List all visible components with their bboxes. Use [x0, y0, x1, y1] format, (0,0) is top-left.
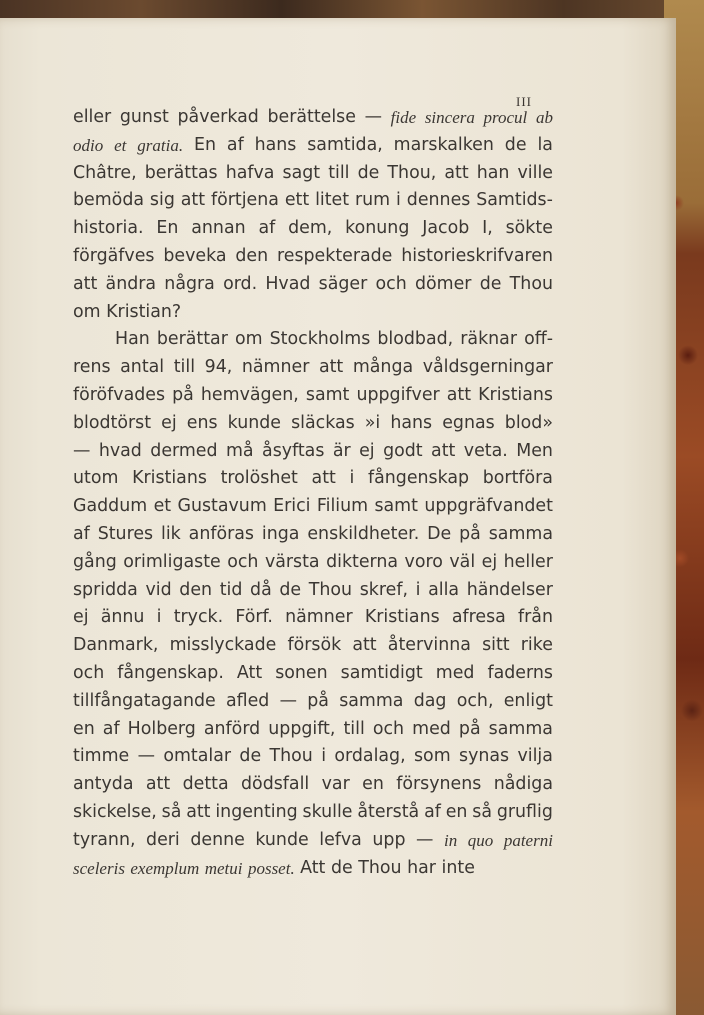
text-line — [73, 326, 553, 354]
word: och — [372, 718, 405, 739]
word: dödsfall — [241, 774, 310, 795]
text-line — [73, 104, 553, 132]
word: egnas — [442, 412, 495, 433]
word: in — [443, 830, 458, 850]
text-line — [73, 577, 553, 605]
word: föröfvades — [73, 384, 166, 405]
word: så — [472, 801, 492, 822]
word: ej — [481, 551, 498, 572]
word: hvad — [98, 440, 142, 461]
word: ändra — [105, 273, 157, 294]
word: fångenskap. — [117, 662, 224, 683]
word: ord. — [223, 273, 258, 294]
word: paterni — [503, 830, 553, 850]
word: samma — [339, 690, 404, 711]
word: Filium — [316, 496, 369, 517]
word: Châtre, — [73, 162, 137, 183]
word: uppgifver — [356, 384, 440, 405]
word: om — [234, 329, 263, 350]
word: dennes — [406, 190, 471, 211]
text-line — [73, 604, 553, 632]
word: En — [156, 218, 179, 239]
word: dikterna — [326, 551, 399, 572]
word: ingenting — [215, 801, 298, 822]
word: släckas — [291, 412, 355, 433]
word: gratia. — [137, 135, 184, 155]
word: blodbad, — [377, 329, 454, 350]
word: timme — [73, 746, 130, 767]
text-line — [73, 299, 553, 327]
word: han — [476, 162, 510, 183]
word: räknar — [460, 329, 517, 350]
word: — — [416, 829, 434, 850]
word: tyrann, — [73, 829, 136, 850]
text-line — [73, 410, 553, 438]
word: med — [435, 662, 475, 683]
word: och, — [456, 690, 494, 711]
word: sagt — [282, 162, 321, 183]
word: med — [412, 718, 451, 739]
text-line — [73, 438, 553, 466]
word: sceleris — [73, 858, 125, 878]
word: — — [137, 746, 155, 767]
text-line — [73, 271, 553, 299]
word: dag — [413, 690, 447, 711]
text-line — [73, 716, 553, 744]
word: uppgift, — [268, 718, 336, 739]
word: hans — [254, 134, 297, 155]
word: upp — [372, 829, 406, 850]
word: förtjena — [210, 190, 279, 211]
word: ej — [73, 607, 89, 628]
word: att — [73, 273, 98, 294]
word: försök — [287, 635, 342, 656]
word: samma — [488, 523, 553, 544]
word: exemplum — [130, 858, 200, 878]
word: — — [364, 107, 382, 127]
word: gång — [73, 551, 117, 572]
text-line — [73, 215, 553, 243]
word: Jacob — [422, 218, 470, 239]
word: på — [307, 690, 329, 711]
word: orimligaste — [123, 551, 221, 572]
text-line — [73, 187, 553, 215]
word: vilja — [517, 746, 553, 767]
word: konung — [345, 218, 410, 239]
word: blod» — [504, 412, 553, 433]
word: nämner — [285, 607, 353, 628]
word: En — [194, 134, 217, 155]
word: annan — [191, 218, 246, 239]
word: Stures — [97, 523, 154, 544]
word: att — [318, 357, 344, 378]
word: om — [73, 301, 101, 322]
word: tid — [219, 579, 243, 600]
word: ville — [517, 162, 553, 183]
word: faderns — [487, 662, 553, 683]
word: dem, — [288, 218, 333, 239]
word: ej — [359, 440, 375, 461]
word: fide — [390, 108, 417, 127]
text-line — [73, 743, 553, 771]
text-line — [73, 549, 553, 577]
word: Förf. — [235, 607, 273, 628]
word: et — [153, 496, 172, 517]
word: ej — [161, 412, 177, 433]
word: en — [362, 774, 384, 795]
word: rike — [520, 635, 553, 656]
word: de — [330, 857, 353, 878]
word: Att — [236, 662, 263, 683]
word: och — [73, 662, 105, 683]
word: och — [375, 273, 407, 294]
word: försynens — [396, 774, 482, 795]
word: eller — [73, 107, 112, 127]
word: en — [73, 718, 95, 739]
text-line — [73, 132, 553, 160]
word: Att — [300, 857, 326, 878]
word: tillfångatagande — [73, 690, 216, 711]
word: bortföra — [482, 468, 553, 489]
word: samtidigt — [340, 662, 423, 683]
word: värsta — [264, 551, 320, 572]
word: säger — [318, 273, 368, 294]
word: De — [427, 523, 452, 544]
word: att — [431, 440, 456, 461]
book-top-edge — [0, 0, 704, 20]
word: voro — [404, 551, 443, 572]
word: de — [239, 746, 262, 767]
word: misslyckade — [169, 635, 277, 656]
word: »i — [364, 412, 381, 433]
word: de — [504, 134, 527, 155]
text-body — [73, 104, 553, 882]
word: att — [186, 801, 211, 822]
word: denne — [190, 829, 245, 850]
word: synas — [459, 746, 510, 767]
word: på — [459, 523, 481, 544]
word: trolöshet — [220, 468, 298, 489]
word: att — [444, 162, 469, 183]
word: till — [328, 162, 350, 183]
word: återvinna — [387, 635, 471, 656]
word: af — [102, 718, 120, 739]
word: af — [73, 523, 90, 544]
word: i — [415, 579, 421, 600]
word: ens — [186, 412, 218, 433]
word: respekterade — [276, 245, 393, 266]
text-line — [73, 160, 553, 188]
word: Thou — [308, 579, 353, 600]
word: et — [114, 135, 127, 155]
word: Thou — [269, 746, 313, 767]
word: odio — [73, 135, 104, 155]
word: skulle — [302, 801, 353, 822]
word: Kristians — [478, 384, 553, 405]
word: sökte — [505, 218, 553, 239]
word: berättelse — [267, 107, 356, 127]
word: hafva — [225, 162, 275, 183]
word: posset. — [247, 858, 295, 878]
word: dermed — [150, 440, 218, 461]
word: antyda — [73, 774, 134, 795]
text-line — [73, 827, 553, 855]
word: Kristian? — [106, 301, 182, 322]
word: den — [235, 245, 269, 266]
word: förgäfves — [73, 245, 155, 266]
word: händelser — [466, 579, 553, 600]
word: uppgräfvandet — [424, 496, 553, 517]
word: till — [343, 718, 365, 739]
word: I, — [482, 218, 493, 239]
word: från — [518, 607, 553, 628]
word: ett — [284, 190, 310, 211]
word: heller — [503, 551, 553, 572]
word: kunde — [255, 829, 309, 850]
word: Hvad — [265, 273, 311, 294]
word: Gaddum — [73, 496, 148, 517]
word: off- — [524, 329, 553, 350]
word: litet — [315, 190, 350, 211]
word: deri — [146, 829, 180, 850]
word: hemvägen, — [200, 384, 299, 405]
word: de — [279, 579, 302, 600]
word: att — [352, 635, 377, 656]
word: och — [227, 551, 259, 572]
word: inte — [441, 857, 475, 878]
word: utom — [73, 468, 119, 489]
word: Thou — [509, 273, 553, 294]
word: inga — [261, 523, 300, 544]
word: tryck. — [173, 607, 224, 628]
word: återstå — [357, 801, 420, 822]
text-line — [73, 465, 553, 493]
word: till — [173, 357, 196, 378]
text-line — [73, 243, 553, 271]
word: att — [180, 190, 206, 211]
word: sincera — [424, 108, 475, 127]
word: veta. — [463, 440, 508, 461]
word: må — [225, 440, 254, 461]
word: spridda — [73, 579, 138, 600]
word: gruflig — [496, 801, 553, 822]
word: detta — [182, 774, 229, 795]
word: Han — [115, 329, 150, 350]
word: några — [164, 273, 215, 294]
word: antal — [120, 357, 165, 378]
word: lefva — [319, 829, 362, 850]
word: var — [321, 774, 350, 795]
word: vid — [145, 579, 172, 600]
word: sonen — [275, 662, 328, 683]
word: enligt — [503, 690, 553, 711]
text-line — [73, 354, 553, 382]
word: Samtids- — [476, 190, 553, 211]
word: skickelse, — [73, 801, 157, 822]
word: att — [145, 774, 171, 795]
word: lik — [161, 523, 181, 544]
word: att — [311, 468, 336, 489]
word: afresa — [451, 607, 506, 628]
word: Erici — [273, 496, 311, 517]
word: Stockholms — [269, 329, 371, 350]
word: Danmark, — [73, 635, 159, 656]
word: som — [414, 746, 451, 767]
word: Gustavum — [177, 496, 267, 517]
word: procul — [483, 108, 528, 127]
word: af — [226, 134, 244, 155]
word: anföras — [188, 523, 254, 544]
word: rum — [355, 190, 391, 211]
word: de — [479, 273, 502, 294]
word: samt — [305, 384, 350, 405]
word: nämner — [241, 357, 310, 378]
word: samma — [488, 718, 553, 739]
text-line — [73, 771, 553, 799]
page-number: III — [516, 94, 532, 109]
word: i — [349, 468, 355, 489]
word: afled — [226, 690, 270, 711]
word: på — [172, 384, 194, 405]
word: nådiga — [493, 774, 553, 795]
word: blodtörst — [73, 412, 152, 433]
word: la — [537, 134, 553, 155]
word: Kristians — [364, 607, 440, 628]
word: att — [446, 384, 472, 405]
word: kunde — [227, 412, 281, 433]
word: rens — [73, 357, 111, 378]
word: enskildheter. — [307, 523, 420, 544]
word: godt — [383, 440, 423, 461]
word: våldsgerningar — [422, 357, 553, 378]
word: i — [156, 607, 162, 628]
word: i — [396, 190, 401, 211]
word: de — [357, 162, 380, 183]
word: bemöda — [73, 190, 145, 211]
word: samtida, — [307, 134, 383, 155]
word: gunst — [119, 107, 169, 127]
word: marskalken — [393, 134, 494, 155]
word: samt — [374, 496, 418, 517]
word: i — [321, 746, 327, 767]
word: — — [279, 690, 297, 711]
word: många — [352, 357, 414, 378]
word: af — [424, 801, 441, 822]
word: ordalag, — [334, 746, 406, 767]
word: skref, — [359, 579, 408, 600]
word: metui — [204, 858, 243, 878]
word: dömer — [414, 273, 472, 294]
word: omtalar — [163, 746, 232, 767]
word: beveka — [163, 245, 227, 266]
text-line — [73, 382, 553, 410]
word: är — [332, 440, 351, 461]
text-line — [73, 799, 553, 827]
text-line — [73, 493, 553, 521]
word: så — [161, 801, 182, 822]
word: Men — [516, 440, 553, 461]
word: fångenskap — [368, 468, 470, 489]
word: af — [258, 218, 276, 239]
word: anförd — [203, 718, 261, 739]
word: Thou, — [387, 162, 437, 183]
word: åsyftas — [262, 440, 325, 461]
word: hans — [390, 412, 433, 433]
word: historia. — [73, 218, 144, 239]
text-line — [73, 688, 553, 716]
word: sig — [149, 190, 175, 211]
word: då — [250, 579, 272, 600]
word: sitt — [482, 635, 510, 656]
word: berättar — [156, 329, 228, 350]
text-line — [73, 521, 553, 549]
word: 94, — [204, 357, 233, 378]
word: har — [407, 857, 436, 878]
word: Thou — [358, 857, 402, 878]
word: påverkad — [177, 107, 259, 127]
text-line — [73, 660, 553, 688]
text-line — [73, 855, 553, 883]
word: alla — [428, 579, 460, 600]
word: — — [73, 440, 91, 461]
word: en — [445, 801, 468, 822]
word: Kristians — [132, 468, 207, 489]
word: väl — [449, 551, 476, 572]
word: ab — [535, 108, 553, 127]
word: Holberg — [127, 718, 196, 739]
word: på — [458, 718, 481, 739]
word: ännu — [100, 607, 145, 628]
word: berättas — [144, 162, 218, 183]
word: den — [179, 579, 213, 600]
word: quo — [467, 830, 494, 850]
word: historieskrifvaren — [401, 245, 553, 266]
text-line — [73, 632, 553, 660]
